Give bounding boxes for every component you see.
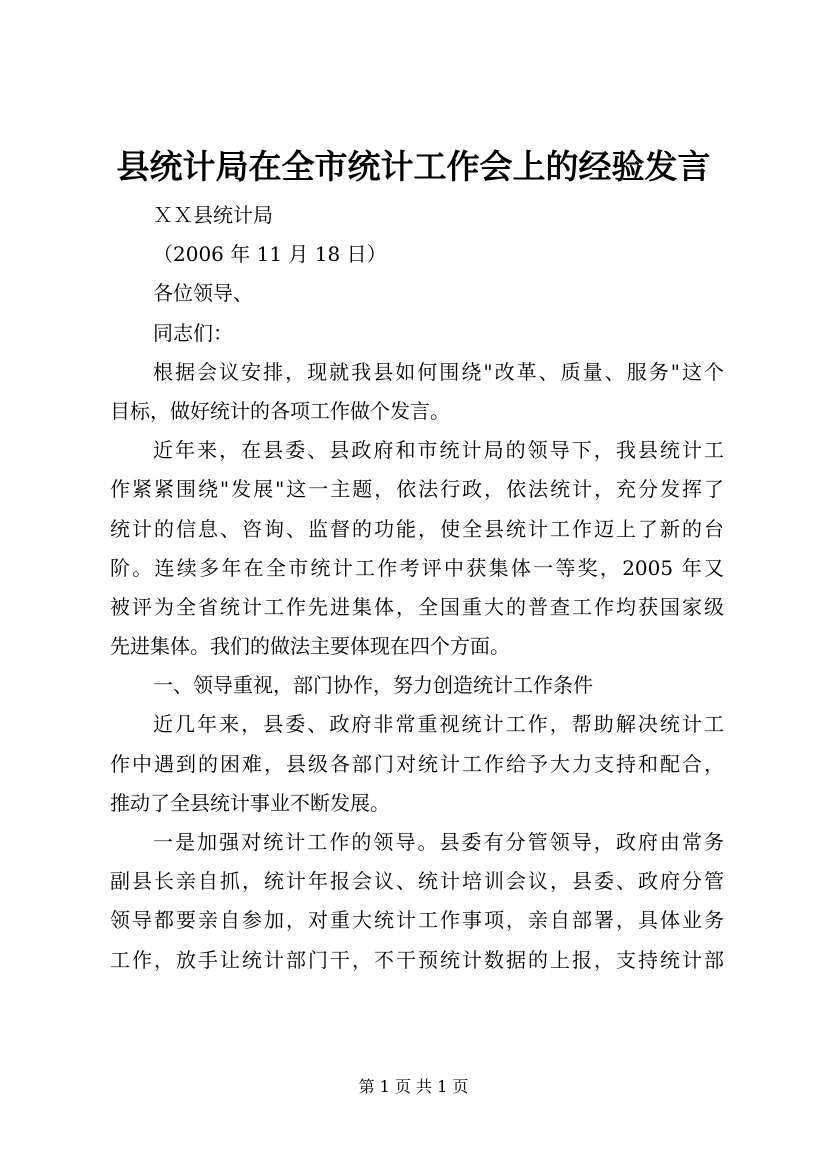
body-line: 近年来，在县委、县政府和市统计局的领导下，我县统计工	[153, 438, 724, 463]
body-line: 作中遇到的困难，县级各部门对统计工作给予大力支持和配合，	[110, 751, 724, 776]
body-line: 推动了全县统计事业不断发展。	[110, 790, 390, 815]
body-line: 同志们：	[153, 320, 233, 345]
section-heading: 一、领导重视，部门协作，努力创造统计工作条件	[153, 673, 593, 698]
page-footer: 第 1 页 共 1 页	[358, 1077, 469, 1096]
body-line: 阶。连续多年在全市统计工作考评中获集体一等奖，2005 年又	[110, 555, 724, 580]
body-line: 目标，做好统计的各项工作做个发言。	[110, 398, 450, 423]
body-line: 工作，放手让统计部门干，不干预统计数据的上报，支持统计部	[110, 947, 724, 972]
body-line: 统计的信息、咨询、监督的功能，使全县统计工作迈上了新的台	[110, 516, 724, 541]
body-line: 被评为全省统计工作先进集体，全国重大的普查工作均获国家级	[110, 594, 724, 619]
body-line: 先进集体。我们的做法主要体现在四个方面。	[110, 634, 510, 659]
author-line: ＸＸ县统计局	[153, 203, 273, 227]
body-line: 各位领导、	[153, 281, 253, 306]
document-body	[110, 196, 724, 980]
body-line: 一是加强对统计工作的领导。县委有分管领导，政府由常务	[153, 830, 724, 854]
body-line: 根据会议安排，现就我县如何围绕"改革、质量、服务"这个	[153, 359, 724, 384]
body-line: 副县长亲自抓，统计年报会议、统计培训会议，县委、政府分管	[110, 869, 724, 894]
date-line: （2006 年 11 月 18 日）	[153, 242, 387, 267]
document-title: 县统计局在全市统计工作会上的经验发言	[116, 147, 711, 186]
body-line: 领导都要亲自参加，对重大统计工作事项，亲自部署，具体业务	[110, 908, 724, 933]
body-line: 作紧紧围绕"发展"这一主题，依法行政，依法统计，充分发挥了	[110, 477, 724, 502]
body-line: 近几年来，县委、政府非常重视统计工作，帮助解决统计工	[153, 712, 724, 737]
